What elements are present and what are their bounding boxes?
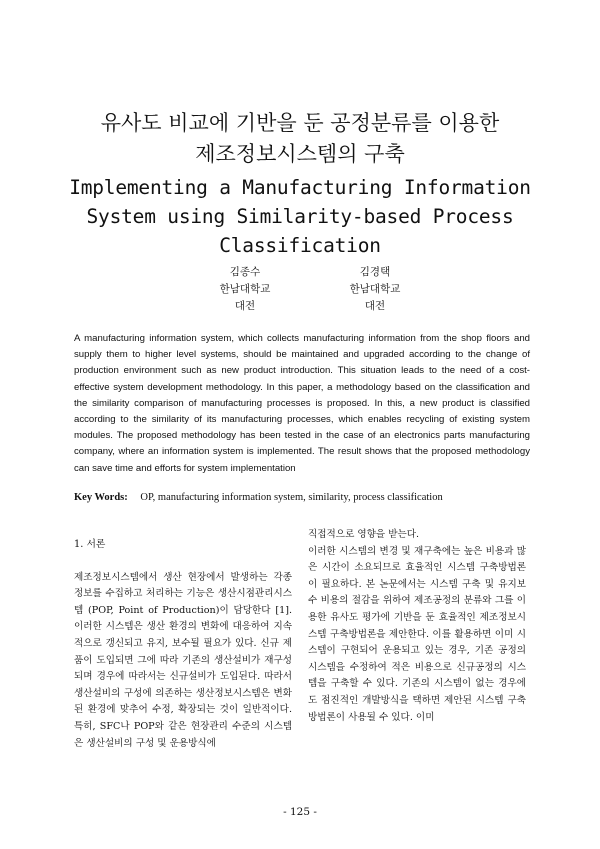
author-location: 대전 [364, 300, 386, 312]
title-block [40, 108, 560, 260]
section-heading: 1. 서론 [74, 539, 106, 550]
left-column [74, 537, 292, 752]
author-name: 김종수 [229, 266, 261, 278]
korean-title-line-2: 제조정보시스템의 구축 [195, 142, 405, 166]
body-paragraph-continuation: 직접적으로 영향을 받는다. [308, 529, 420, 540]
author-location: 대전 [234, 300, 256, 312]
body-paragraph-left: 제조정보시스템에서 생산 현장에서 발생하는 각종 정보를 수집하고 처리하는 기능은 생산시점관리시스템 (POP, Point of Production)이 담당한다 [1]. 이러한 시스템은 생산 환경의 변화에 대응하여 지속적으로 갱신되고 유지, 보수될 필요가 있다. 신규 제품이 도입되면 그에 따라 기존의 생산설비가 재구성되며 경우에 따라서는 신규설비가 도입된다. 따라서 생산설비의 구성에 의존하는 생산정보시스템은 변화된 환경에 맞추어 수정, 확장되는 것이 일반적이다. 특히, SFC나 POP와 같은 현장관리 수준의 시스템은 생산설비의 구성 및 운용방식에 [74, 571, 292, 749]
author-list [190, 264, 430, 315]
keywords-text: OP, manufacturing information system, similarity, process classification [140, 492, 443, 503]
body-paragraph-right: 이러한 시스템의 변경 및 재구축에는 높은 비용과 많은 시간이 소요되므로 효율적인 시스템 구축방법론이 필요하다. 본 논문에서는 시스템 구축 및 유지보수 비용의 절감을 위하여 제조공정의 분류와 그를 이용한 유사도 평가에 기반을 둔 효율적인 제조정보시스템 구축방법론을 제안한다. 이를 활용하면 이미 시스템이 구현되어 운용되고 있는 경우, 기존 공정의 시스템을 수정하여 적은 비용으로 신규공정의 시스템을 구축할 수 있다. 기존의 시스템이 없는 경우에도 점진적인 개발방식을 택하면 제안된 시스템 구축방법론이 사용될 수 있다. 이미 [308, 545, 526, 723]
english-title-line-3: Classification [219, 234, 381, 257]
author-affiliation: 한남대학교 [349, 283, 401, 295]
author-name: 김경택 [359, 266, 391, 278]
right-column [308, 527, 526, 726]
keywords [74, 492, 534, 503]
author-affiliation: 한남대학교 [219, 283, 271, 295]
keywords-label: Key Words: [74, 492, 128, 503]
page-number: - 125 - [283, 806, 317, 818]
abstract: A manufacturing information system, which collects manufacturing information from the shop floors and supply them to higher level systems, should be maintained and upgraded according to the change of production environment such as new product introduction. This situation leads to the need of a cost-effective system development methodology. In this paper, a methodology based on the classification and the similarity comparison of manufacturing processes is proposed. In this, a new product is classified according to the similarity of its manufacturing processes, which enables recycling of existing system modules. The proposed methodology has been tested in the case of an electronics parts manufacturing company, where an information system is implemented. The result shows that the proposed methodology can save time and efforts for system implementation [74, 333, 530, 474]
author-1 [190, 264, 300, 315]
author-2 [320, 264, 430, 315]
english-title-line-2: System using Similarity-based Process [86, 205, 514, 228]
english-title-line-1: Implementing a Manufacturing Information [69, 176, 531, 199]
korean-title-line-1: 유사도 비교에 기반을 둔 공정분류를 이용한 [100, 111, 500, 135]
